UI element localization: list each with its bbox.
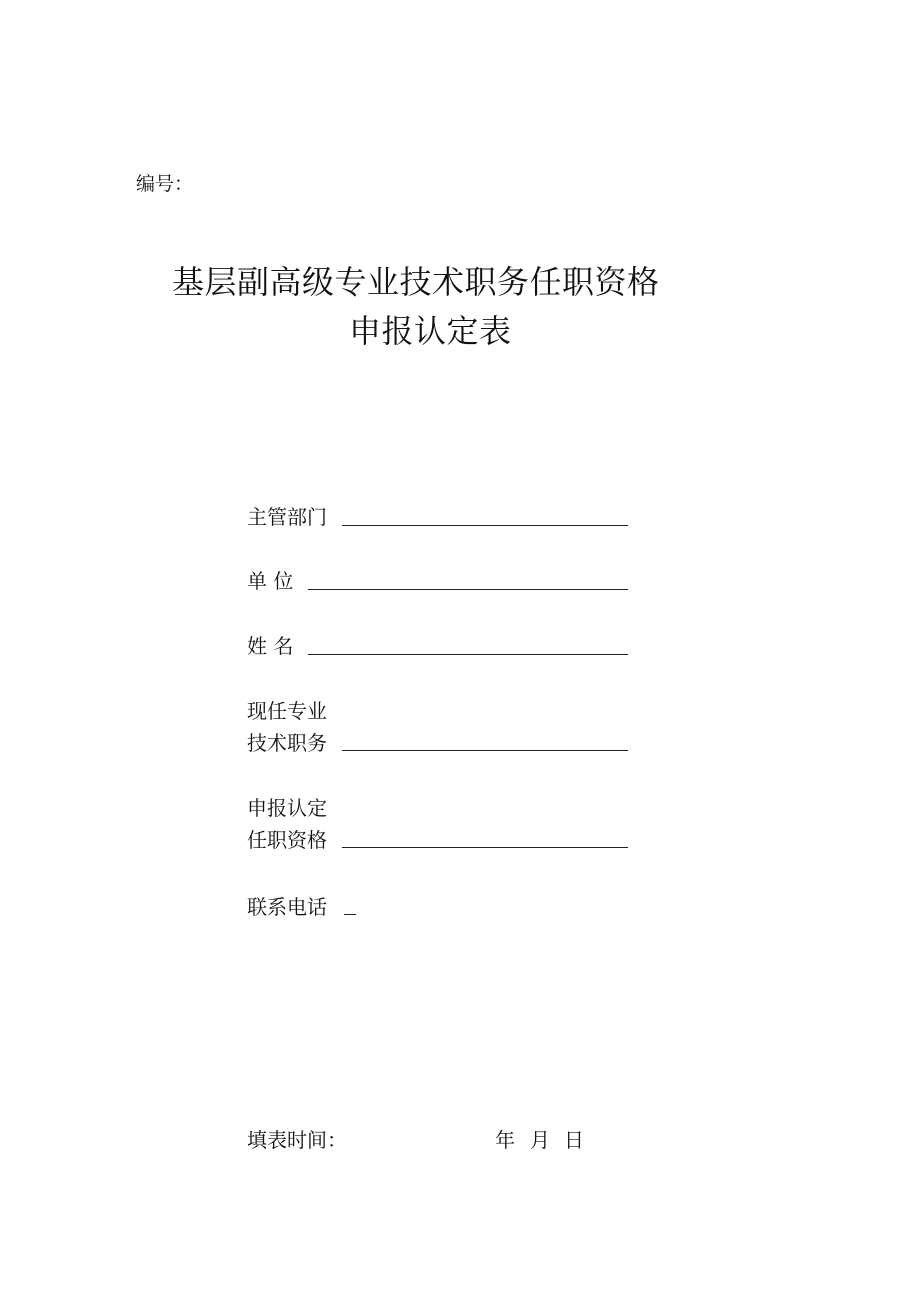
day-label: 日	[564, 1128, 584, 1152]
phone-label: 联系电话	[247, 895, 327, 919]
department-label: 主管部门	[247, 505, 327, 529]
department-field[interactable]	[342, 525, 628, 526]
phone-field[interactable]	[344, 914, 356, 915]
current-title-field[interactable]	[342, 750, 628, 751]
apply-title-label-line-1: 申报认定	[247, 796, 327, 820]
serial-number-label: 编号：	[136, 173, 194, 195]
apply-title-field[interactable]	[342, 847, 628, 848]
fill-time-label: 填表时间：	[247, 1128, 347, 1152]
current-title-label-line-1: 现任专业	[247, 699, 327, 723]
current-title-label-line-2: 技术职务	[247, 731, 327, 755]
apply-title-label-line-2: 任职资格	[247, 828, 327, 852]
unit-field[interactable]	[308, 589, 628, 590]
year-label: 年	[495, 1128, 515, 1152]
name-field[interactable]	[308, 654, 628, 655]
unit-label: 单 位	[247, 569, 294, 593]
name-label: 姓 名	[247, 634, 294, 658]
form-title-line-2: 申报认定表	[349, 312, 512, 350]
month-label: 月	[530, 1128, 550, 1152]
form-title-line-1: 基层副高级专业技术职务任职资格	[172, 263, 660, 301]
